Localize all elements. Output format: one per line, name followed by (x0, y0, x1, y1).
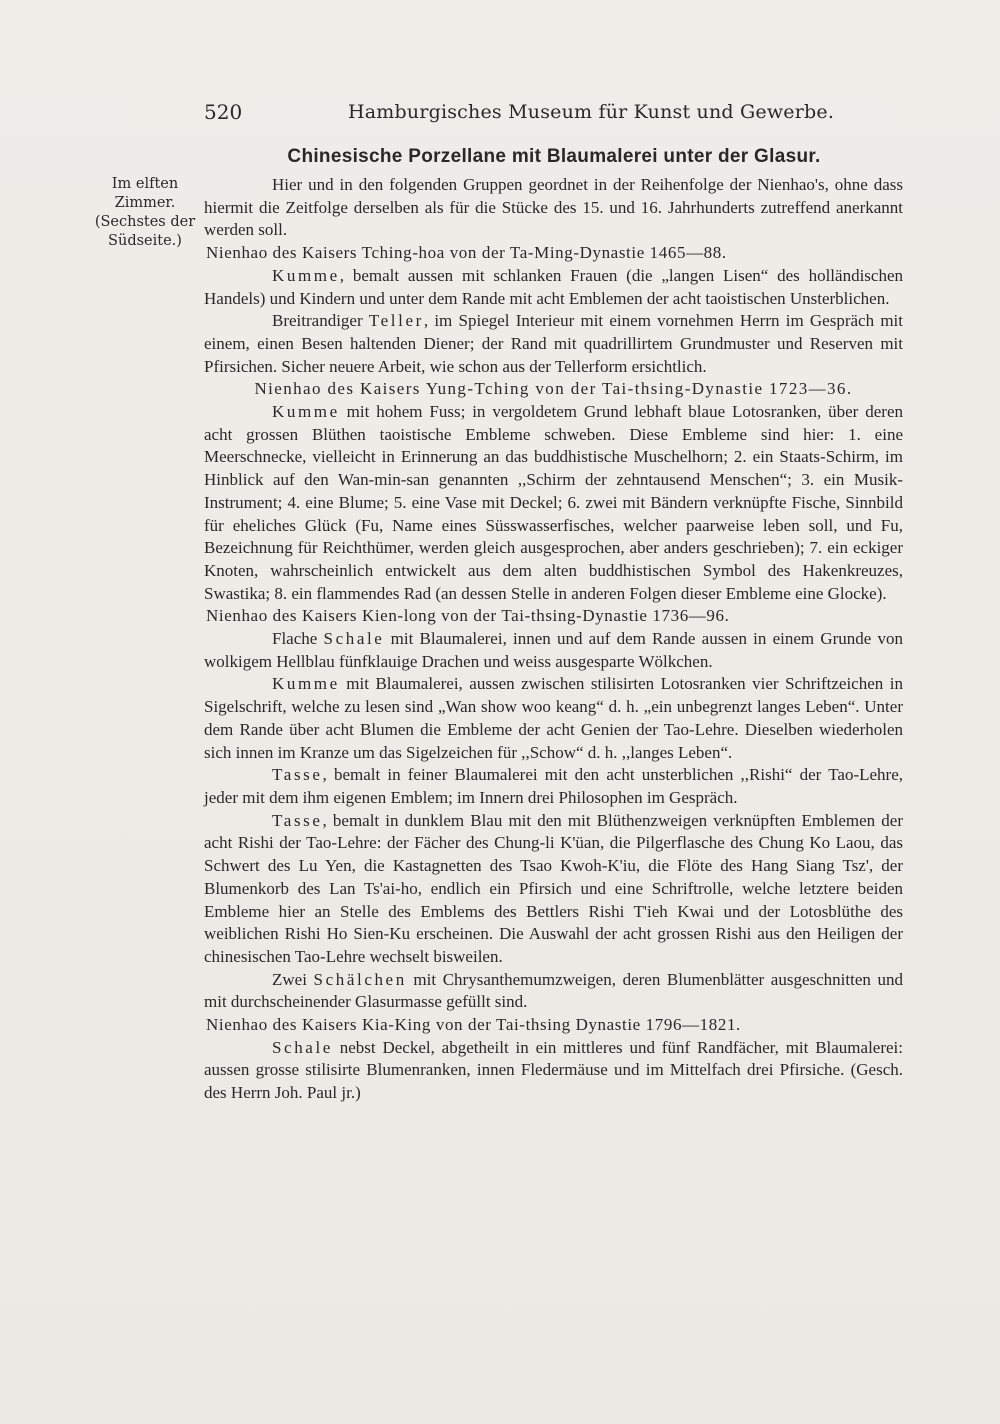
object-name: Tasse (272, 765, 323, 785)
entry-text: mit Blaumalerei, innen und auf dem Rande aussen in einem Grunde von wolkigem Hellblau fünfklauige Drachen und weiss ausgesparte Wölkchen. (204, 629, 903, 671)
dynasty-heading: Nienhao des Kaisers Kia-King von der Tai-thsing Dynastie 1796—1821. (206, 1015, 741, 1035)
object-name: Schale (272, 1037, 333, 1057)
catalog-entry (204, 1037, 903, 1105)
object-name: Kumme (272, 674, 340, 694)
intro-paragraph: Hier und in den folgenden Gruppen geordnet in der Reihenfolge der Nienhao's, ohne dass hiermit die Zeitfolge derselben als für die Stücke des 15. und 16. Jahrhunderts zutreffend anerkannt werden soll. (204, 175, 903, 240)
object-name: Schale (323, 629, 385, 649)
entry-text: , bemalt in feiner Blaumalerei mit den acht unsterblichen ,,Rishi“ der Tao-Lehre, jeder mit dem ihm eigenen Emblem; im Innern drei Philosophen im Gespräch. (204, 765, 903, 807)
entry-text: mit Blaumalerei, aussen zwischen stilisirten Lotosranken vier Schriftzeichen in Sigelschrift, welche zu lesen sind „Wan show woo keang“ d. h. „ein unbegrenzt langes Leben“. Unter dem Rande über acht Blumen die Embleme der acht Genien der Tao-Lehre. Dieselben wiederholen sich innen im Kranze um das Sigelzeichen für ,,Schow“ d. h. ,,langes Leben“. (204, 674, 903, 762)
margin-note (90, 175, 200, 251)
dynasty-heading: Nienhao des Kaisers Kien-long von der Tai-thsing-Dynastie 1736—96. (206, 606, 730, 626)
section-title: Chinesische Porzellane mit Blaumalerei unter der Glasur. (287, 146, 821, 167)
catalog-entry (204, 310, 903, 378)
entry-text: , bemalt aussen mit schlanken Frauen (die „langen Lisen“ des holländischen Handels) und Kindern und unter dem Rande mit acht Emblemen der acht taoistischen Unsterblichen. (204, 265, 903, 308)
margin-note-line: Südseite.) (108, 233, 182, 249)
dynasty-heading: Nienhao des Kaisers Tching-hoa von der Ta-Ming-Dynastie 1465—88. (206, 243, 727, 263)
object-name: Schälchen (313, 969, 407, 989)
entry-text: , bemalt in dunklem Blau mit den mit Blüthenzweigen verknüpften Emblemen der acht Rishi der Tao-Lehre: der Fächer des Chung-li K'üan, die Pilgerflasche des Chung Ko Laou, das Schwert des Lu Yen, die Kastagnetten des Tsao Kwoh-K'iu, die Flöte des Hang Siang Tsz', der Blumenkorb des Lan Ts'ai-ho, endlich ein Pfirsich und eine Schriftrolle, welche letztere beiden Embleme hier an Stelle des Emblems des Bettlers Rishi T'ieh Kwai und der Lotosblüthe des weiblichen Rishi Ho Sien-Ku erscheinen. Die Auswahl der acht grossen Rishi aus den Heiligen der chinesischen Tao-Lehre wechselt bisweilen. (204, 810, 903, 966)
catalog-entry (204, 401, 903, 605)
entry-text: mit Chrysanthemumzweigen, deren Blumenblätter ausgeschnitten und mit durchscheinender Glasurmasse gefüllt sind. (204, 969, 903, 1012)
catalog-entry (204, 764, 903, 809)
catalog-entry (204, 628, 903, 673)
entry-prefix: Flache (272, 629, 324, 649)
entry-text: mit hohem Fuss; in vergoldetem Grund lebhaft blaue Lotosranken, über deren acht grossen Blüthen taoistische Embleme schweben. Diese Embleme sind hier: 1. eine Meerschnecke, vielleicht in Erinnerung an das buddhistische Muschelhorn; 2. ein Staats-Schirm, im Hinblick auf den Wan-min-san genannten ,,Schirm der zehntausend Menschen“; 3. ein Musik-Instrument; 4. eine Blume; 5. eine Vase mit Deckel; 6. zwei mit Bändern verknüpfte Fische, Sinnbild für eheliches Glück (Fu, Name eines Süsswasserfisches, welcher paarweise leben soll, und Fu, Bezeichnung für Reichthümer, werden gleich ausgesprochen, aber anders geschrieben); 7. ein eckiger Knoten, wahrscheinlich entwickelt aus dem alten buddhistischen Symbol des Hakenkreuzes, Swastika; 8. ein flammendes Rad (an dessen Stelle in anderen Folgen dieser Embleme eine Glocke). (204, 402, 903, 603)
object-name: Kumme (272, 265, 340, 285)
entry-prefix: Breitrandiger (272, 311, 369, 331)
object-name: Teller (368, 311, 424, 331)
entry-prefix: Zwei (272, 969, 314, 989)
margin-note-line: (Sechstes der (94, 214, 196, 230)
dynasty-heading: Nienhao des Kaisers Yung-Tching von der Tai-thsing-Dynastie 1723—36. (254, 379, 853, 399)
entry-text: , im Spiegel Interieur mit einem vornehmen Herrn im Gespräch mit einem, einen Besen haltenden Diener; der Rand mit quadrillirtem Grundmuster und Reserven mit Pfirsichen. Sicher neuere Arbeit, wie schon aus der Tellerform ersichtlich. (204, 311, 903, 376)
object-name: Kumme (272, 402, 340, 422)
margin-note-line: Im elften (111, 176, 179, 192)
running-head: Hamburgisches Museum für Kunst und Gewerbe. (348, 101, 835, 123)
page-number: 520 (204, 100, 243, 124)
catalog-entry (204, 673, 903, 764)
catalog-entry (204, 810, 903, 969)
object-name: Tasse (272, 810, 323, 830)
margin-note-line: Zimmer. (114, 195, 176, 211)
entry-text: nebst Deckel, abgetheilt in ein mittleres und fünf Randfächer, mit Blaumalerei: aussen grosse stilisirte Blumenranken, innen Fledermäuse und im Mittelfach drei Pfirsiche. (Gesch. des Herrn Joh. Paul jr.) (204, 1037, 903, 1103)
catalog-entry (204, 969, 903, 1014)
body-text (204, 174, 903, 1105)
catalog-entry (204, 265, 903, 310)
